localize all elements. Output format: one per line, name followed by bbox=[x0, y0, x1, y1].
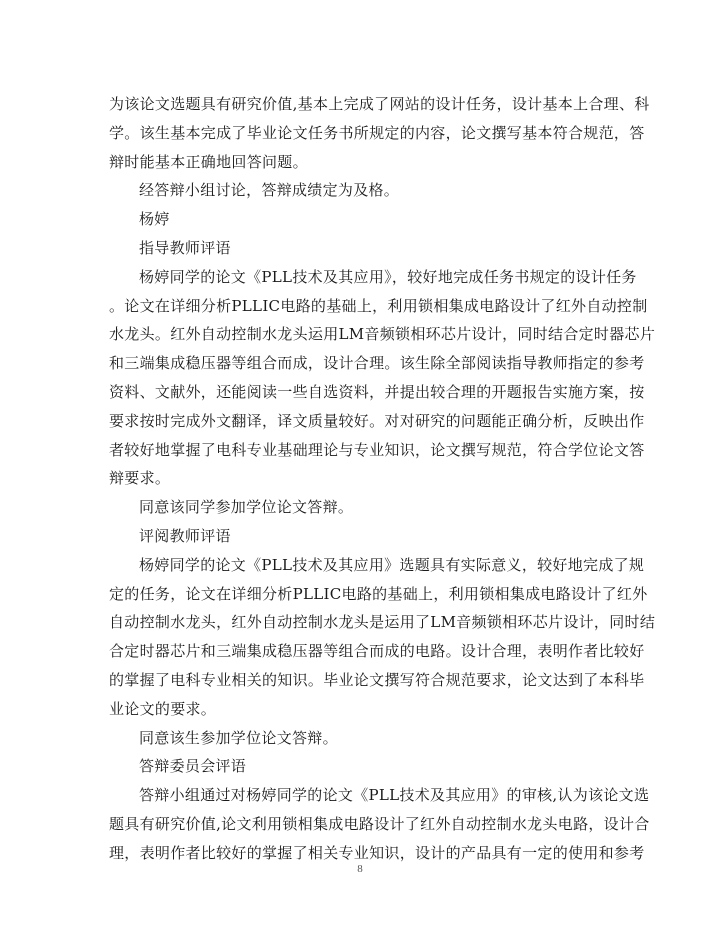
text-line: 杨婷 bbox=[139, 210, 170, 229]
text-line: 要求按时完成外文翻译，译文质量较好。对对研究的问题能正确分析，反映出作 bbox=[109, 411, 645, 430]
text-line: 经答辩小组讨论，答辩成绩定为及格。 bbox=[139, 181, 400, 200]
text-line: 的掌握了电科专业相关的知识。毕业论文撰写符合规范要求，论文达到了本科毕 bbox=[109, 670, 645, 689]
text-line: 辩要求。 bbox=[109, 469, 171, 488]
text-line: 辩时能基本正确地回答问题。 bbox=[109, 152, 308, 171]
text-line: 者较好地掌握了电科专业基础理论与专业知识，论文撰写规范，符合学位论文答 bbox=[109, 440, 645, 459]
text-line: 杨婷同学的论文《PLL技术及其应用》选题具有实际意义，较好地完成了规 bbox=[139, 555, 645, 574]
page-number: 8 bbox=[357, 863, 363, 875]
text-line: 答辩小组通过对杨婷同学的论文《PLL技术及其应用》的审核,认为该论文选 bbox=[139, 786, 650, 805]
text-line: 合定时器芯片和三端集成稳压器等组合而成的电路。设计合理，表明作者比较好 bbox=[109, 642, 645, 661]
text-line: 同意该同学参加学位论文答辩。 bbox=[139, 498, 354, 517]
text-line: 杨婷同学的论文《PLL技术及其应用》，较好地完成任务书规定的设计任务 bbox=[139, 267, 637, 286]
document-body bbox=[109, 90, 656, 868]
text-line: 同意该生参加学位论文答辩。 bbox=[139, 728, 338, 747]
text-line: 指导教师评语 bbox=[139, 238, 231, 257]
text-line: 资料、文献外，还能阅读一些自选资料，并提出较合理的开题报告实施方案，按 bbox=[109, 382, 645, 401]
text-line: 题具有研究价值,论文利用锁相集成电路设计了红外自动控制水龙头电路，设计合 bbox=[109, 814, 650, 833]
text-line: 和三端集成稳压器等组合而成，设计合理。该生除全部阅读指导教师指定的参考 bbox=[109, 354, 645, 373]
text-line: 学。该生基本完成了毕业论文任务书所规定的内容，论文撰写基本符合规范，答 bbox=[109, 123, 645, 142]
text-line: 为该论文选题具有研究价值,基本上完成了网站的设计任务，设计基本上合理、科 bbox=[109, 95, 650, 113]
text-line: 评阅教师评语 bbox=[139, 526, 231, 545]
text-line: 答辩委员会评语 bbox=[139, 757, 247, 776]
text-line: 理，表明作者比较好的掌握了相关专业知识，设计的产品具有一定的使用和参考 bbox=[109, 843, 645, 862]
text-line: 自动控制水龙头，红外自动控制水龙头是运用了LM音频锁相环芯片设计，同时结 bbox=[109, 613, 656, 632]
text-line: 水龙头。红外自动控制水龙头运用LM音频锁相环芯片设计，同时结合定时器芯片 bbox=[109, 325, 656, 344]
text-line: 定的任务，论文在详细分析PLLIC电路的基础上，利用锁相集成电路设计了红外 bbox=[109, 584, 648, 603]
text-line: 业论文的要求。 bbox=[109, 699, 217, 718]
text-line: 。论文在详细分析PLLIC电路的基础上，利用锁相集成电路设计了红外自动控制 bbox=[109, 296, 648, 315]
